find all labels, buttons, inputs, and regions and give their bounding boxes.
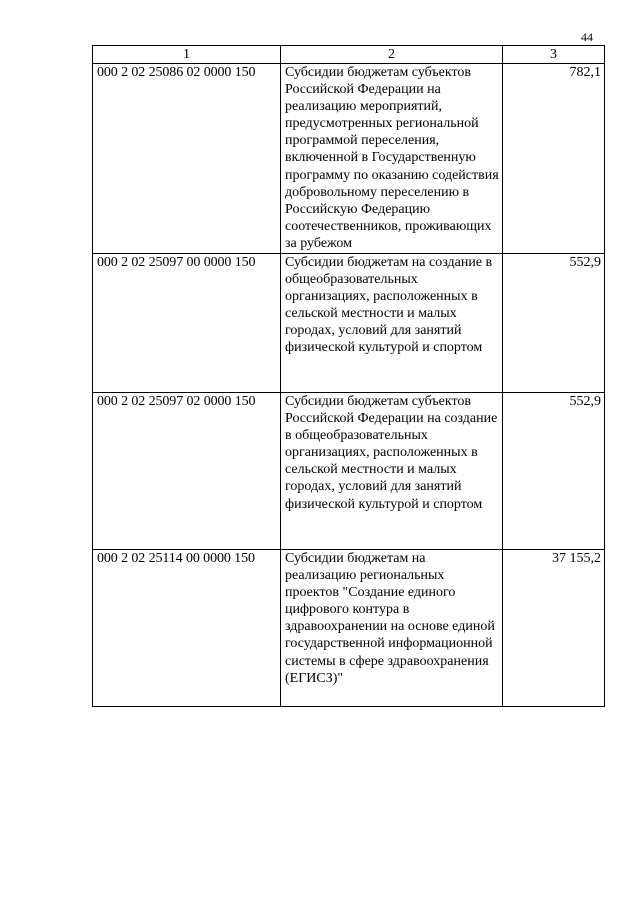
amount-cell: 552,9 (503, 393, 605, 550)
budget-code-cell: 000 2 02 25086 02 0000 150 (93, 64, 281, 254)
description-cell: Субсидии бюджетам на создание в общеобразовательных организациях, расположенных в сельской местности и малых городах, условий для занятий физической культурой и спортом (281, 254, 503, 393)
budget-revenue-table (92, 45, 605, 707)
table-row (93, 254, 605, 393)
amount-cell: 37 155,2 (503, 550, 605, 707)
amount-cell: 782,1 (503, 64, 605, 254)
table-header-row (93, 46, 605, 64)
column-header-code: 1 (93, 46, 281, 64)
description-cell: Субсидии бюджетам субъектов Российской Федерации на создание в общеобразовательных организациях, расположенных в сельской местности и малых городах, условий для занятий физической культурой и спортом (281, 393, 503, 550)
column-header-amount: 3 (503, 46, 605, 64)
table-row (93, 550, 605, 707)
table-row (93, 64, 605, 254)
page-number: 44 (581, 30, 593, 44)
description-cell: Субсидии бюджетам субъектов Российской Федерации на реализацию мероприятий, предусмотренных региональной программой переселения, включенной в Государственную программу по оказанию содействия добровольному переселению в Российскую Федерацию соотечественников, проживающих за рубежом (281, 64, 503, 254)
budget-code-cell: 000 2 02 25097 00 0000 150 (93, 254, 281, 393)
column-header-description: 2 (281, 46, 503, 64)
amount-cell: 552,9 (503, 254, 605, 393)
table-row (93, 393, 605, 550)
budget-code-cell: 000 2 02 25114 00 0000 150 (93, 550, 281, 707)
description-cell: Субсидии бюджетам на реализацию региональных проектов "Создание единого цифрового контура в здравоохранении на основе единой государственной информационной системы в сфере здравоохранения (ЕГИСЗ)" (281, 550, 503, 707)
budget-code-cell: 000 2 02 25097 02 0000 150 (93, 393, 281, 550)
